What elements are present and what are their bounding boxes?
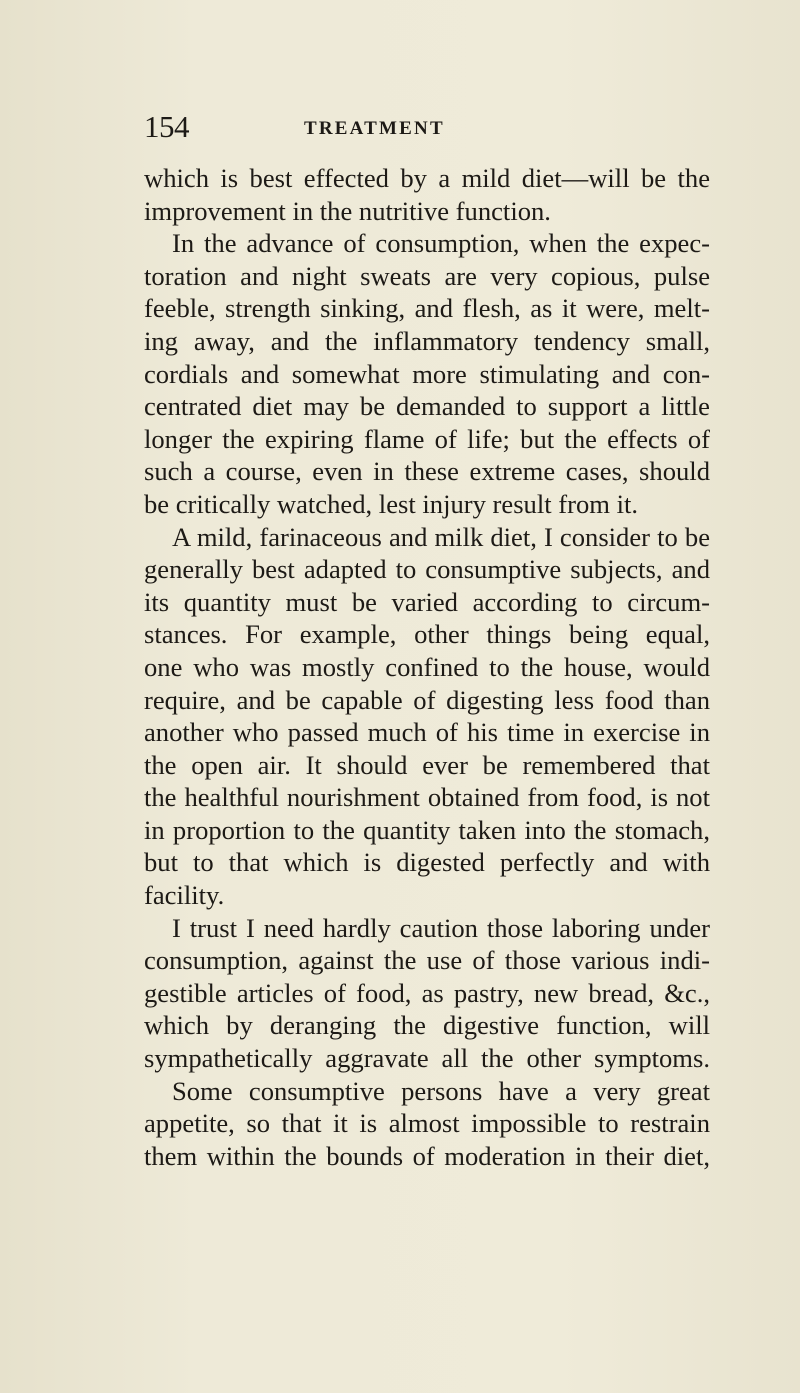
text-line: its quantity must be varied according to circum- [144,586,710,617]
running-title: TREATMENT [304,118,445,139]
text-line: ing away, and the inflammatory tendency small, [144,325,710,356]
text-line: improvement in the nutritive function. [144,195,551,226]
text-line: them within the bounds of moderation in their diet, [144,1140,710,1171]
running-head [144,105,724,145]
text-line: In the advance of consumption, when the expec- [172,228,710,259]
text-line: the healthful nourishment obtained from food, is not [144,782,710,813]
text-line: consumption, against the use of those various indi- [144,945,710,976]
text-line: such a course, even in these extreme cases, should [144,456,710,487]
page-number: 154 [144,109,189,144]
text-line: the open air. It should ever be remembered that [144,749,710,780]
text-line: one who was mostly confined to the house, would [144,651,710,682]
text-line: I trust I need hardly caution those laboring under [172,912,710,943]
text-line: toration and night sweats are very copious, pulse [144,260,710,291]
text-line: A mild, farinaceous and milk diet, I consider to be [172,521,710,552]
text-line: gestible articles of food, as pastry, new bread, &c., [144,977,710,1008]
text-line: cordials and somewhat more stimulating and con- [144,358,710,389]
text-line: another who passed much of his time in exercise in [144,717,710,748]
text-line: Some consumptive persons have a very great [172,1075,710,1106]
text-line: stances. For example, other things being equal, [144,619,710,650]
text-line: facility. [144,880,225,911]
text-line: require, and be capable of digesting less food than [144,684,710,715]
text-line: generally best adapted to consumptive subjects, and [144,554,710,585]
text-line: which is best effected by a mild diet—will be the [144,163,710,193]
text-line: appetite, so that it is almost impossible to restrain [144,1108,710,1139]
text-line: longer the expiring flame of life; but the effects of [144,423,710,454]
body-text [144,162,710,1172]
text-line: in proportion to the quantity taken into the stomach, [144,814,710,845]
text-line: which by deranging the digestive function, will [144,1010,710,1041]
text-line: feeble, strength sinking, and flesh, as it were, melt- [144,293,710,324]
text-line: be critically watched, lest injury result from it. [144,488,639,519]
text-line: but to that which is digested perfectly and with [144,847,710,878]
text-line: centrated diet may be demanded to support a little [144,391,710,422]
text-line: sympathetically aggravate all the other symptoms. [144,1043,710,1074]
